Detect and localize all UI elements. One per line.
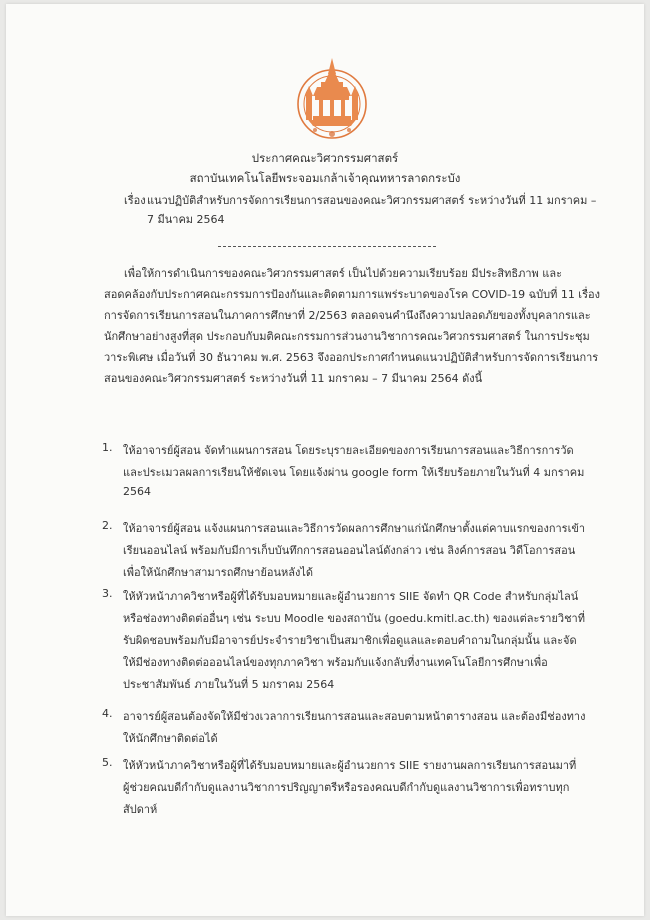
- item-line: หรือช่องทางติดต่ออื่นๆ เช่น ระบบ Moodle ของสถาบัน (goedu.kmitl.ac.th) ของแต่ละรายวิชาที่: [123, 612, 585, 625]
- intro-line: นักศึกษาอย่างสูงที่สุด ประกอบกับมติคณะกรรมการส่วนงานวิชาการคณะวิศวกรรมศาสตร์ ในการประชุม: [104, 330, 590, 343]
- item-line: ผู้ช่วยคณบดีกำกับดูแลงานวิชาการปริญญาตรีหรือรองคณบดีกำกับดูแลงานวิชาการเพื่อทราบทุก: [123, 781, 570, 794]
- announcement-title: ประกาศคณะวิศวกรรมศาสตร์: [251, 151, 399, 165]
- divider: [218, 246, 436, 247]
- item-line: ให้อาจารย์ผู้สอน จัดทำแผนการสอน โดยระบุรายละเอียดของการเรียนการสอนและวิธีการการวัด: [123, 444, 574, 457]
- item-number: 5.: [102, 756, 113, 769]
- intro-line: การจัดการเรียนการสอนในภาคการศึกษาที่ 2/2563 ตลอดจนคำนึงถึงความปลอดภัยของทั้งบุคลากรและ: [104, 309, 591, 322]
- item-line: เรียนออนไลน์ พร้อมกับมีการเก็บบันทึกการสอนออนไลน์ดังกล่าว เช่น ลิงค์การสอน วิดีโอการสอน: [123, 544, 576, 557]
- item-number: 1.: [102, 441, 113, 454]
- institute-name: สถาบันเทคโนโลยีพระจอมเกล้าเจ้าคุณทหารลาดกระบัง: [189, 171, 461, 185]
- item-line: ให้มีช่องทางติดต่อออนไลน์ของทุกภาควิชา พร้อมกับแจ้งกลับที่งานเทคโนโลยีการศึกษาเพื่อ: [123, 656, 548, 669]
- item-number: 3.: [102, 587, 113, 600]
- intro-line: เพื่อให้การดำเนินการของคณะวิศวกรรมศาสตร์ เป็นไปด้วยความเรียบร้อย มีประสิทธิภาพ และ: [124, 267, 563, 280]
- institute-emblem-icon: [295, 56, 369, 142]
- item-line: รับผิดชอบพร้อมกับมีอาจารย์ประจำรายวิชาเป็นสมาชิกเพื่อดูแลและตอบคำถามในกลุ่มนั้น และจัด: [123, 634, 577, 647]
- subject-label: เรื่อง: [124, 194, 146, 207]
- item-line: สัปดาห์: [123, 803, 158, 816]
- item-line: อาจารย์ผู้สอนต้องจัดให้มีช่วงเวลาการเรียนการสอนและสอบตามหน้าตารางสอน และต้องมีช่องทาง: [123, 710, 586, 723]
- item-line: และประเมวลผลการเรียนให้ชัดเจน โดยแจ้งผ่าน google form ให้เรียบร้อยภายในวันที่ 4 มกราคม: [123, 466, 585, 479]
- item-line: ให้หัวหน้าภาควิชาหรือผู้ที่ได้รับมอบหมายและผู้อำนวยการ SIIE จัดทำ QR Code สำหรับกลุ่มไลน์: [123, 590, 579, 603]
- subject-line: แนวปฏิบัติสำหรับการจัดการเรียนการสอนของคณะวิศวกรรมศาสตร์ ระหว่างวันที่ 11 มกราคม –: [147, 194, 597, 207]
- intro-line: วาระพิเศษ เมื่อวันที่ 30 ธันวาคม พ.ศ. 2563 จึงออกประกาศกำหนดแนวปฏิบัติสำหรับการจัดการเรียนการ: [104, 351, 599, 364]
- item-line: ให้อาจารย์ผู้สอน แจ้งแผนการสอนและวิธีการวัดผลการศึกษาแก่นักศึกษาตั้งแต่คาบแรกของการเข้า: [123, 522, 586, 535]
- item-line: ให้หัวหน้าภาควิชาหรือผู้ที่ได้รับมอบหมายและผู้อำนวยการ SIIE รายงานผลการเรียนการสอนมาที่: [123, 759, 577, 772]
- item-line: 2564: [123, 485, 151, 498]
- item-line: ประชาสัมพันธ์ ภายในวันที่ 5 มกราคม 2564: [123, 678, 335, 691]
- document-page: [6, 4, 644, 916]
- subject-line: 7 มีนาคม 2564: [147, 213, 225, 226]
- item-number: 2.: [102, 519, 113, 532]
- intro-line: สอนของคณะวิศวกรรมศาสตร์ ระหว่างวันที่ 11 มกราคม – 7 มีนาคม 2564 ดังนี้: [104, 372, 483, 385]
- item-number: 4.: [102, 707, 113, 720]
- intro-line: สอดคล้องกับประกาศคณะกรรมการป้องกันและติดตามการแพร่ระบาดของโรค COVID-19 ฉบับที่ 11 เรื่อง: [104, 288, 600, 301]
- item-line: เพื่อให้นักศึกษาสามารถศึกษาย้อนหลังได้: [123, 566, 314, 579]
- item-line: ให้นักศึกษาติดต่อได้: [123, 732, 218, 745]
